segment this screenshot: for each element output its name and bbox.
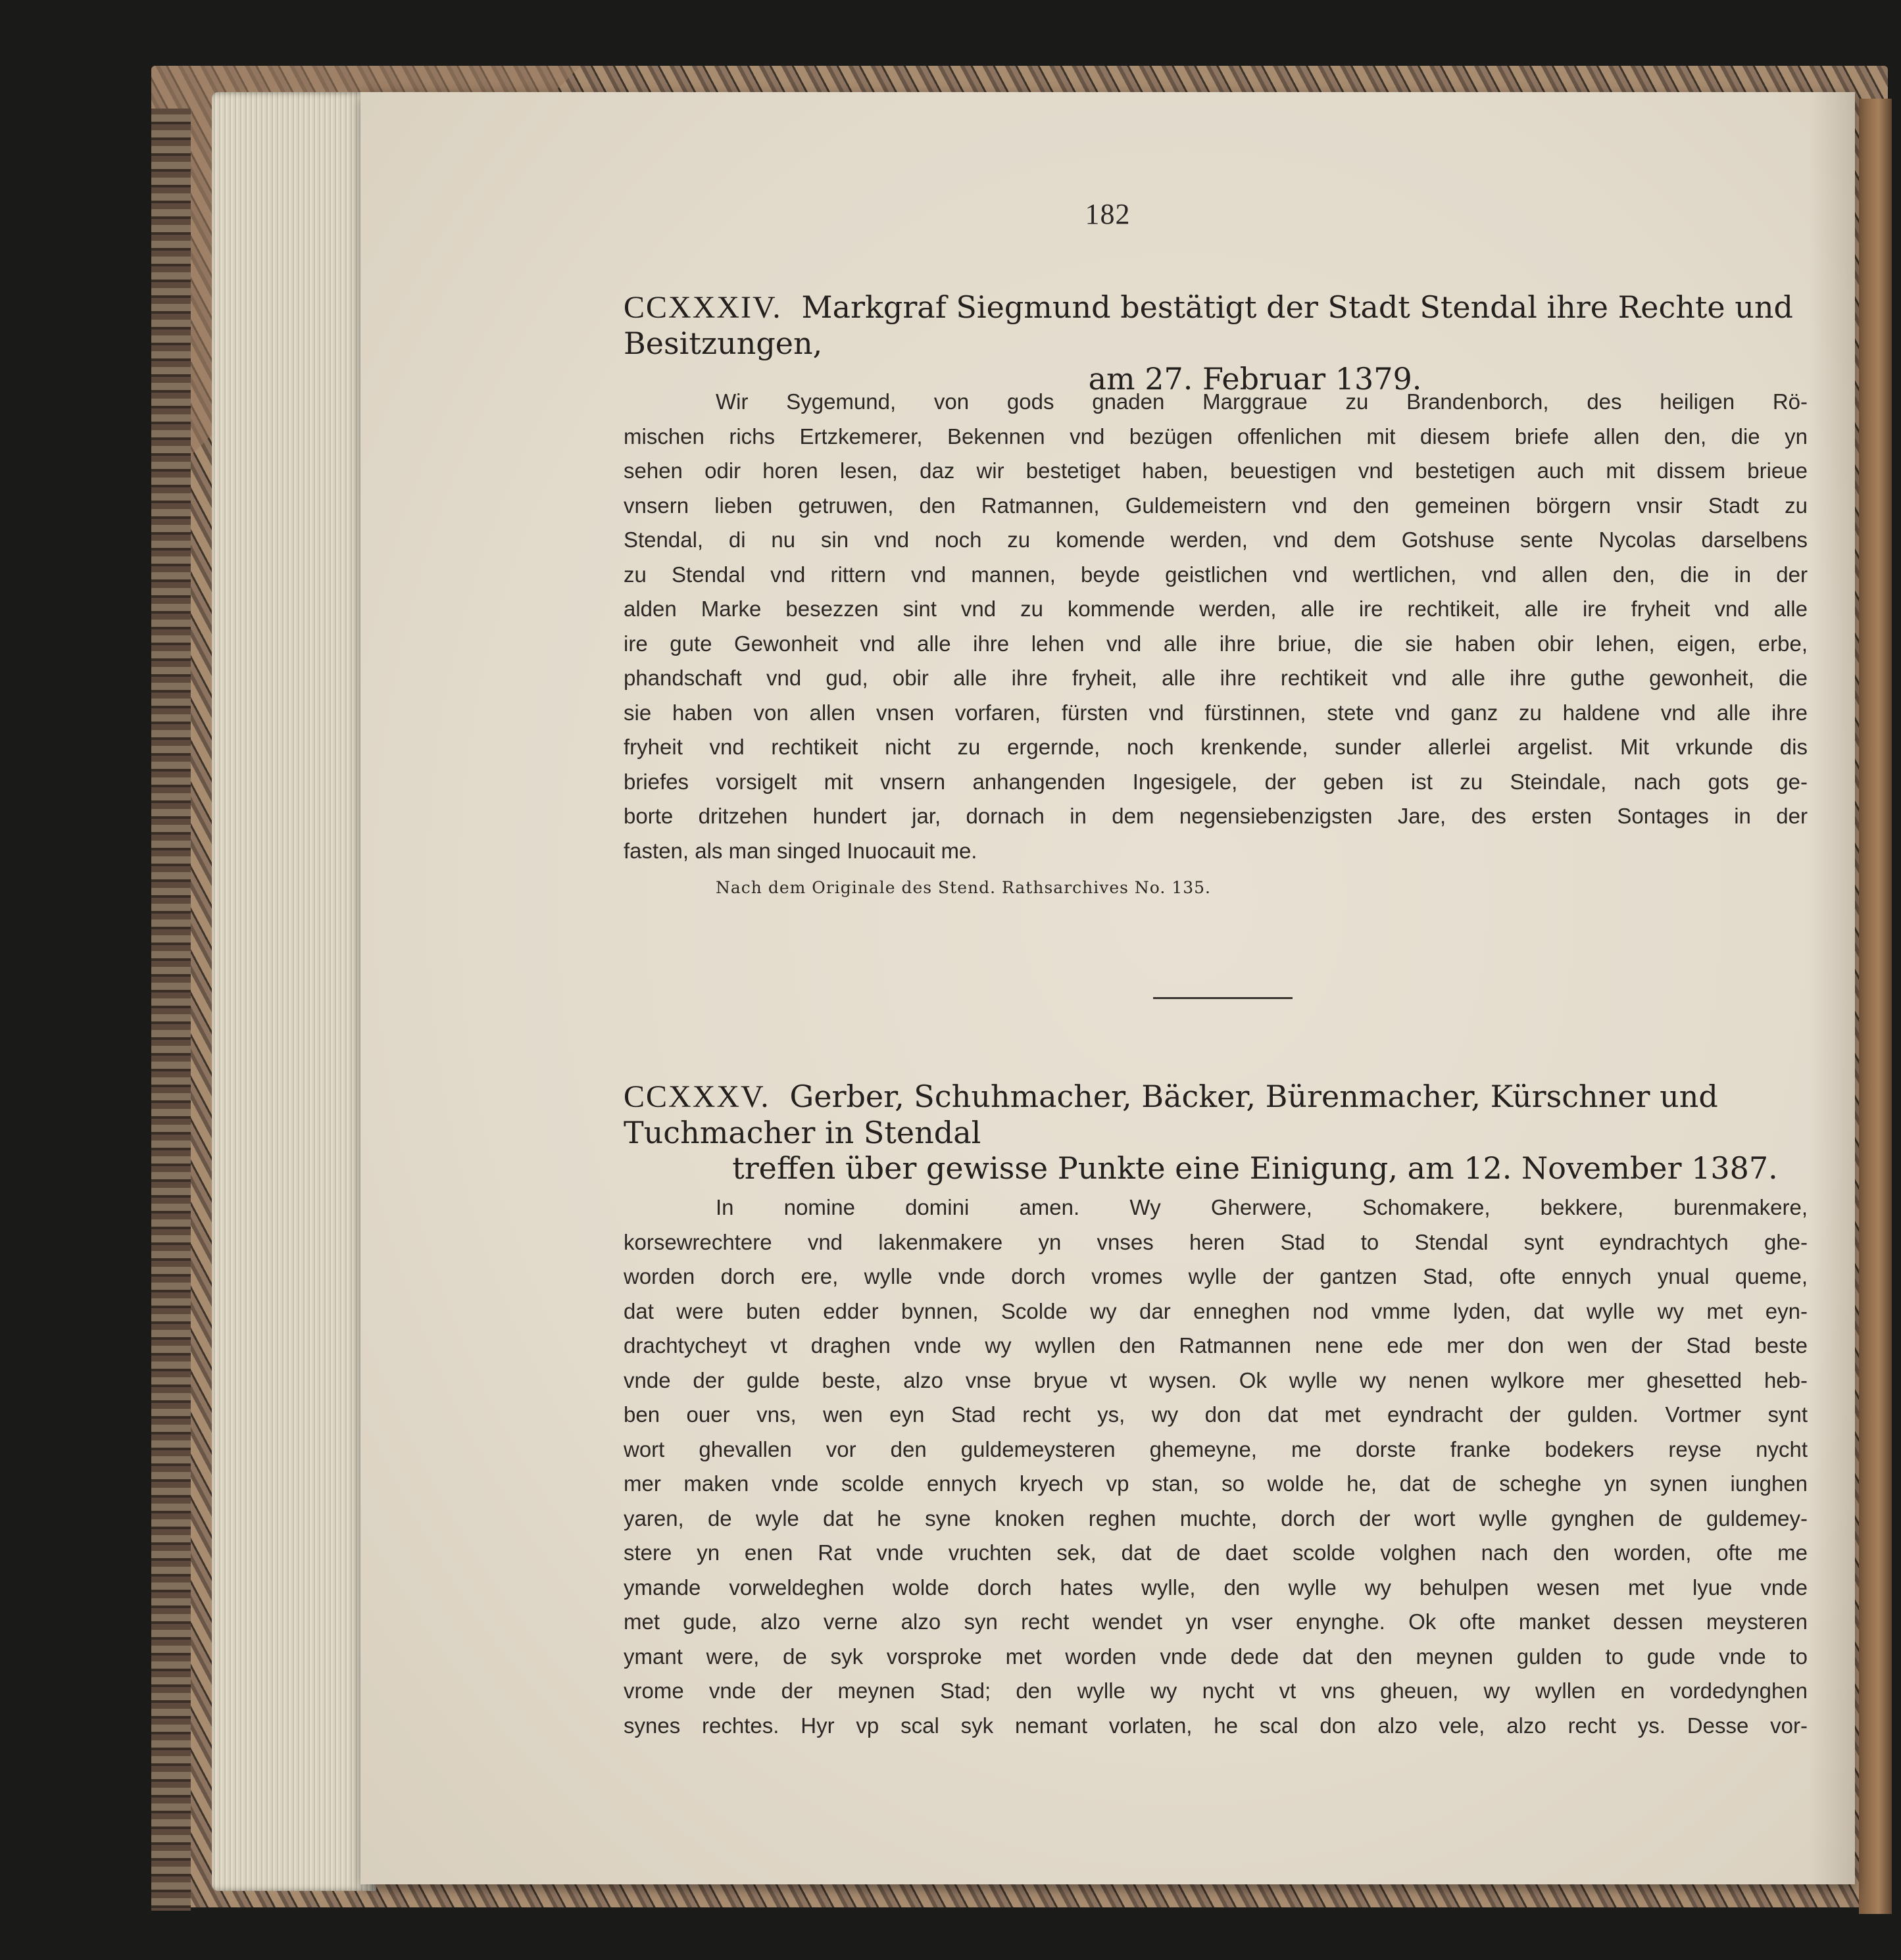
text-line: borte dritzehen hundert jar, dornach in dem negensiebenzigsten Jare, des ersten Sontages in der bbox=[624, 804, 1808, 828]
text-line: mischen richs Ertzkemerer, Bekennen vnd bezügen offenlichen mit diesem briefe allen den, die yn bbox=[624, 424, 1808, 449]
heading-line-1 bbox=[624, 1079, 1808, 1150]
document-body-235 bbox=[624, 1190, 1808, 1743]
text-line: ymande vorweldeghen wolde dorch hates wylle, den wylle wy behulpen wesen met lyue vnde bbox=[624, 1575, 1808, 1600]
text-line: yaren, de wyle dat he syne knoken reghen muchte, dorch der wort wylle gynghen de guldemey- bbox=[624, 1506, 1808, 1531]
text-line: Wir Sygemund, von gods gnaden Marggraue zu Brandenborch, des heiligen Rö- bbox=[716, 389, 1808, 414]
text-line: fryheit vnd rechtikeit nicht zu ergernde, noch krenkende, sunder allerlei argelist. Mit vrkunde dis bbox=[624, 735, 1808, 759]
document-title-date: treffen über gewisse Punkte eine Einigung, am 12. November 1387. bbox=[732, 1150, 1778, 1186]
text-line: stere yn enen Rat vnde vruchten sek, dat de daet scolde volghen nach den worden, ofte me bbox=[624, 1540, 1808, 1565]
document-heading-235 bbox=[624, 1079, 1808, 1186]
text-line: ben ouer vns, wen eyn Stad recht ys, wy don dat met eyndracht der gulden. Vortmer synt bbox=[624, 1402, 1808, 1427]
page-number: 182 bbox=[1085, 198, 1131, 230]
document-heading-234 bbox=[624, 289, 1808, 397]
heading-line-1 bbox=[624, 289, 1808, 361]
text-line: korsewrechtere vnd lakenmakere yn vnses heren Stad to Stendal synt eyndrachtych ghe- bbox=[624, 1229, 1808, 1254]
text-line: alden Marke besezzen sint vnd zu kommende werden, alle ire rechtikeit, alle ire fryheit vnd alle bbox=[624, 597, 1808, 621]
text-line: fasten, als man singed Inuocauit me. bbox=[624, 838, 977, 863]
text-line: met gude, alzo verne alzo syn recht wendet yn vser enynghe. Ok ofte manket dessen meysteren bbox=[624, 1609, 1808, 1634]
cover-spine-edge bbox=[151, 109, 191, 1911]
document-title-date: am 27. Februar 1379. bbox=[1088, 361, 1422, 397]
text-line: worden dorch ere, wylle vnde dorch vromes wylle der gantzen Stad, ofte ennych ynual queme, bbox=[624, 1264, 1808, 1288]
text-line: In nomine domini amen. Wy Gherwere, Schomakere, bekkere, burenmakere, bbox=[716, 1195, 1808, 1219]
section-divider bbox=[1153, 997, 1293, 999]
document-numeral: CCXXXV. bbox=[624, 1079, 770, 1114]
text-line: sie haben von allen vnsen vorfaren, fürsten vnd fürstinnen, stete vnd ganz zu haldene vnd alle ihre bbox=[624, 700, 1808, 725]
text-line: phandschaft vnd gud, obir alle ihre fryheit, alle ihre rechtikeit vnd alle ihre guthe gewonheit, die bbox=[624, 666, 1808, 690]
text-line: drachtycheyt vt draghen vnde wy wyllen den Ratmannen nene ede mer don wen der Stad beste bbox=[624, 1333, 1808, 1358]
text-line: vrome vnde der meynen Stad; den wylle wy nycht vt vns gheuen, wy wyllen en vordedynghen bbox=[624, 1678, 1808, 1703]
page-stack-edges bbox=[212, 92, 376, 1891]
text-line: vnsern lieben getruwen, den Ratmannen, Guldemeistern vnd den gemeinen börgern vnsir Stadt zu bbox=[624, 493, 1808, 518]
book-page bbox=[360, 92, 1855, 1884]
text-line: ymant were, de syk vorsproke met worden vnde dede dat den meynen gulden to gude vnde to bbox=[624, 1644, 1808, 1669]
text-line: vnde der gulde beste, alzo vnse bryue vt wysen. Ok wylle wy nenen wylkore mer ghesetted heb- bbox=[624, 1367, 1808, 1392]
facing-page-edge bbox=[1859, 99, 1892, 1914]
text-line: sehen odir horen lesen, daz wir bestetiget haben, beuestigen vnd bestetigen auch mit dissem brieue bbox=[624, 458, 1808, 483]
document-body-234 bbox=[624, 385, 1808, 868]
document-numeral: CCXXXIV. bbox=[624, 290, 782, 325]
text-line: briefes vorsigelt mit vnsern anhangenden Ingesigele, der geben ist zu Steindale, nach gots ge- bbox=[624, 769, 1808, 794]
source-note: Nach dem Originale des Stend. Rathsarchives No. 135. bbox=[716, 878, 1211, 897]
text-line: synes rechtes. Hyr vp scal syk nemant vorlaten, he scal don alzo vele, alzo recht ys. Desse vor- bbox=[624, 1713, 1808, 1738]
text-line: mer maken vnde scolde ennych kryech vp stan, so wolde he, dat de scheghe yn synen iunghen bbox=[624, 1471, 1808, 1496]
text-line: zu Stendal vnd rittern vnd mannen, beyde geistlichen vnd wertlichen, vnd allen den, die in der bbox=[624, 562, 1808, 587]
text-line: ire gute Gewonheit vnd alle ihre lehen vnd alle ihre briue, die sie haben obir lehen, eigen, erbe, bbox=[624, 631, 1808, 656]
text-line: Stendal, di nu sin vnd noch zu komende werden, vnd dem Gotshuse sente Nycolas darselbens bbox=[624, 527, 1808, 552]
document-title: Gerber, Schuhmacher, Bäcker, Bürenmacher, Kürschner und Tuchmacher in Stendal bbox=[624, 1079, 1718, 1150]
document-title: Markgraf Siegmund bestätigt der Stadt Stendal ihre Rechte und Besitzungen, bbox=[624, 289, 1793, 361]
text-line: wort ghevallen vor den guldemeysteren ghemeyne, me dorste franke bodekers reyse nycht bbox=[624, 1436, 1808, 1461]
text-line: dat were buten edder bynnen, Scolde wy dar enneghen nod vmme lyden, dat wylle wy met eyn- bbox=[624, 1298, 1808, 1323]
